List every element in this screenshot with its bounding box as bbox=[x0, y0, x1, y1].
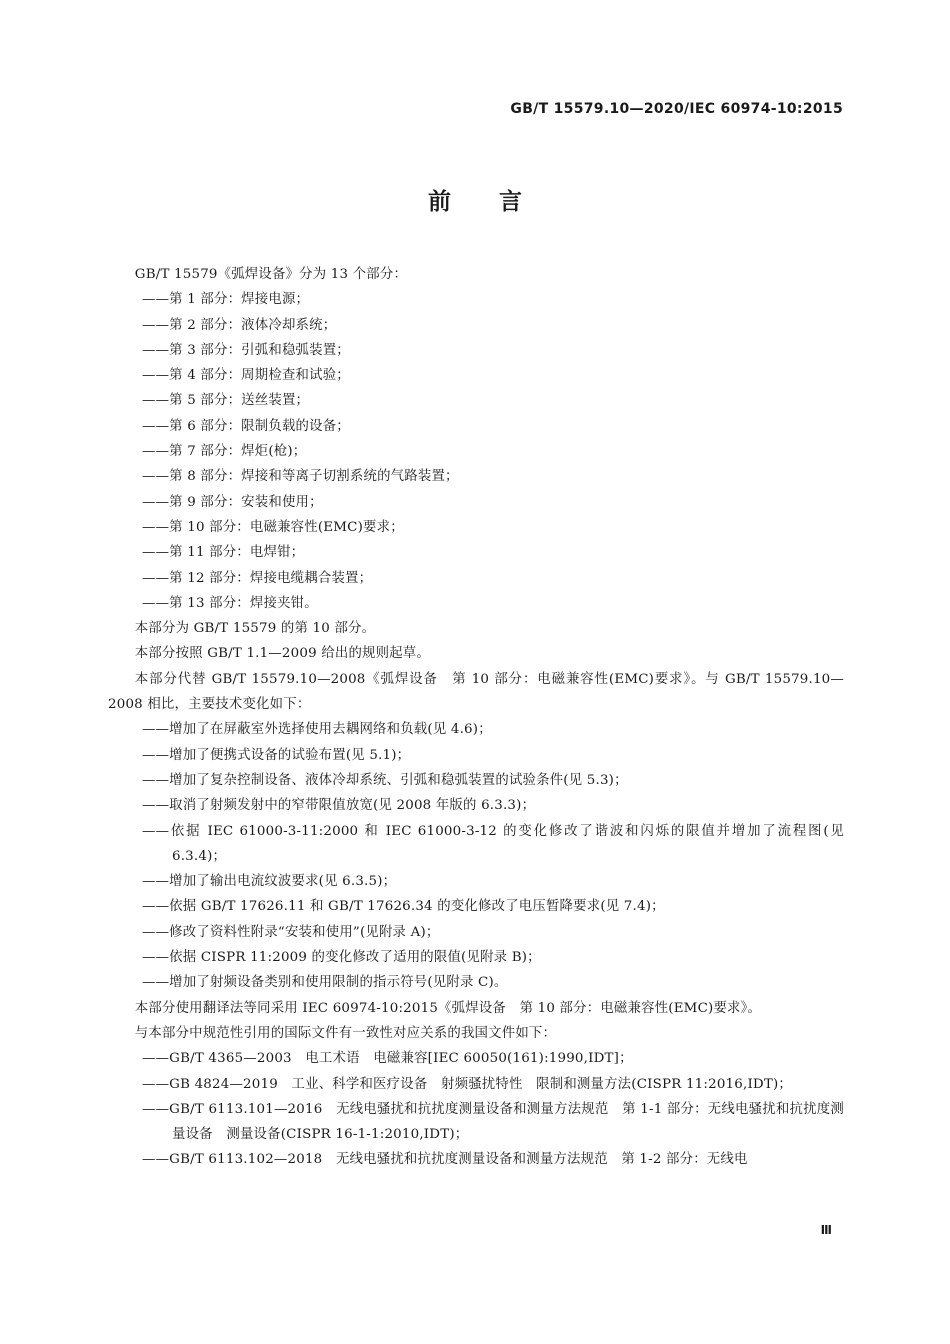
list-item: ——增加了输出电流纹波要求(见 6.3.5)； bbox=[142, 874, 397, 890]
list-item: ——第 12 部分：焊接电缆耦合装置； bbox=[142, 570, 373, 586]
list-item: ——GB/T 6113.101—2016 无线电骚扰和抗扰度测量设备和测量方法规范 第 1-1 部分：无线电骚扰和抗扰度测量设备 测量设备(CISPR 16-1-1:2010,IDT)； bbox=[142, 1101, 844, 1143]
parts-list bbox=[108, 287, 844, 616]
list-item: ——增加了射频设备类别和使用限制的指示符号(见附录 C)。 bbox=[142, 975, 508, 991]
list-item: ——依据 GB/T 17626.11 和 GB/T 17626.34 的变化修改了电压暂降要求(见 7.4)； bbox=[142, 899, 665, 915]
changes-list bbox=[108, 717, 844, 995]
list-item: ——第 6 部分：限制负载的设备； bbox=[142, 418, 350, 434]
page-title: 前言 bbox=[428, 189, 570, 215]
list-item: ——GB 4824—2019 工业、科学和医疗设备 射频骚扰特性 限制和测量方法(CISPR 11:2016,IDT)； bbox=[142, 1076, 793, 1092]
list-item: ——修改了资料性附录“安装和使用”(见附录 A)； bbox=[142, 924, 440, 940]
replaces-paragraph: 本部分代替 GB/T 15579.10—2008《弧焊设备 第 10 部分：电磁兼容性(EMC)要求》。与 GB/T 15579.10—2008 相比，主要技术变化如下： bbox=[108, 671, 844, 713]
list-item: ——取消了射频发射中的窄带限值放宽(见 2008 年版的 6.3.3)； bbox=[142, 798, 536, 814]
intro-paragraph: GB/T 15579《弧焊设备》分为 13 个部分： bbox=[134, 267, 408, 282]
list-item: ——第 4 部分：周期检查和试验； bbox=[142, 368, 350, 384]
page-number: Ⅲ bbox=[820, 1223, 832, 1237]
adoption-paragraph: 本部分使用翻译法等同采用 IEC 60974-10:2015《弧焊设备 第 10 部分：电磁兼容性(EMC)要求》。 bbox=[134, 1000, 762, 1016]
list-item: ——第 3 部分：引弧和稳弧装置； bbox=[142, 342, 350, 358]
list-item: ——依据 CISPR 11:2009 的变化修改了适用的限值(见附录 B)； bbox=[142, 950, 541, 966]
list-item: ——增加了在屏蔽室外选择使用去耦网络和负载(见 4.6)； bbox=[142, 722, 492, 738]
list-item: ——第 8 部分：焊接和等离子切割系统的气路装置； bbox=[142, 469, 459, 485]
references-list bbox=[108, 1046, 844, 1172]
document-body bbox=[108, 262, 844, 1173]
list-item: ——第 1 部分：焊接电源； bbox=[142, 292, 310, 308]
correspondence-paragraph: 与本部分中规范性引用的国际文件有一致性对应关系的我国文件如下： bbox=[134, 1025, 557, 1041]
standard-number-header: GB/T 15579.10—2020/IEC 60974-10:2015 bbox=[510, 101, 843, 117]
list-item: ——GB/T 4365—2003 电工术语 电磁兼容[IEC 60050(161):1990,IDT]； bbox=[142, 1051, 633, 1067]
list-item: ——增加了便携式设备的试验布置(见 5.1)； bbox=[142, 747, 411, 763]
list-item: ——第 2 部分：液体冷却系统； bbox=[142, 317, 337, 333]
list-item: ——第 10 部分：电磁兼容性(EMC)要求； bbox=[142, 519, 404, 535]
list-item: ——第 13 部分：焊接夹钳。 bbox=[142, 595, 318, 611]
list-item: ——第 9 部分：安装和使用； bbox=[142, 494, 323, 510]
drafting-paragraph: 本部分按照 GB/T 1.1—2009 给出的规则起草。 bbox=[134, 646, 430, 662]
list-item: ——第 11 部分：电焊钳； bbox=[142, 545, 305, 561]
list-item: ——GB/T 6113.102—2018 无线电骚扰和抗扰度测量设备和测量方法规范 第 1-2 部分：无线电 bbox=[142, 1152, 748, 1168]
part-of-paragraph: 本部分为 GB/T 15579 的第 10 部分。 bbox=[134, 621, 376, 637]
list-item: ——依据 IEC 61000-3-11:2000 和 IEC 61000-3-12 的变化修改了谐波和闪烁的限值并增加了流程图(见 6.3.4)； bbox=[142, 823, 844, 864]
list-item: ——增加了复杂控制设备、液体冷却系统、引弧和稳弧装置的试验条件(见 5.3)； bbox=[142, 772, 628, 788]
list-item: ——第 5 部分：送丝装置； bbox=[142, 393, 310, 409]
list-item: ——第 7 部分：焊炬(枪)； bbox=[142, 444, 307, 460]
